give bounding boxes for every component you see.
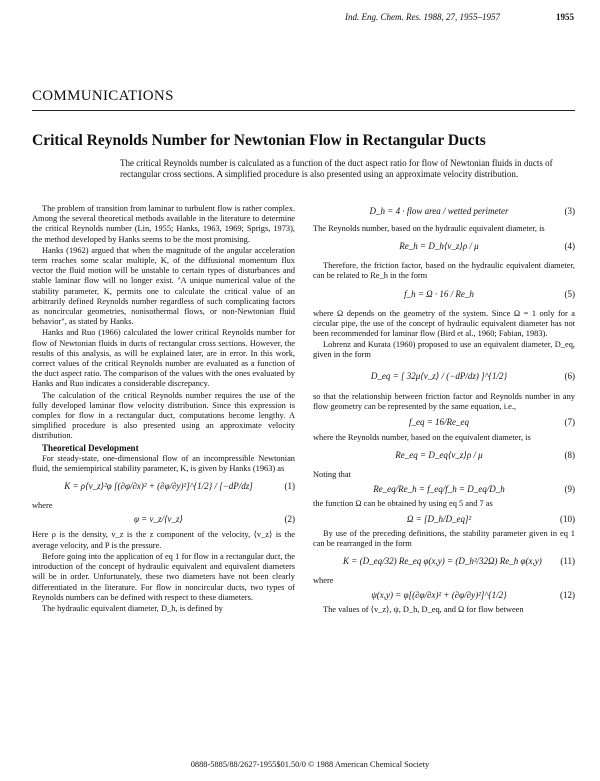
paragraph: The Reynolds number, based on the hydraulic equivalent diameter, is xyxy=(313,224,545,233)
equation xyxy=(313,550,575,576)
section-label: COMMUNICATIONS xyxy=(32,88,174,104)
equation-body: Re_eq/Re_h = f_eq/f_h = D_eq/D_h xyxy=(373,484,505,495)
paragraph: The hydraulic equivalent diameter, D_h, is defined by xyxy=(42,603,223,613)
page-number: 1955 xyxy=(556,12,574,22)
equation xyxy=(32,512,295,530)
journal-citation: Ind. Eng. Chem. Res. 1988, 27, 1955–1957 xyxy=(345,12,500,22)
paragraph: where xyxy=(32,501,53,511)
equation-number: (2) xyxy=(284,514,295,525)
equation-body: φ = v_z/⟨v_z⟩ xyxy=(133,514,184,525)
equation-number: (4) xyxy=(564,241,575,252)
equation-body: f_eq = 16/Re_eq xyxy=(408,417,470,428)
right-column xyxy=(313,204,575,616)
paragraph: so that the relationship between friction factor and Reynolds number in any flow geometry can be represented by the same equation, i.e., xyxy=(313,391,575,411)
equation-number: (6) xyxy=(564,370,575,381)
subheading: Theoretical Development xyxy=(42,442,139,453)
equation-number: (1) xyxy=(284,481,295,492)
equation-number: (3) xyxy=(564,206,575,216)
equation-body: K = ρ⟨v_z⟩²φ [(∂φ/∂x)² + (∂φ/∂y)²]^{1/2} / [−dP/dz] xyxy=(64,481,253,492)
section-divider xyxy=(32,110,575,111)
paragraph: The calculation of the critical Reynolds number requires the use of the fully developed laminar flow velocity distribution. Since this expression is complex for flow in a rectangular duct, computations become lengthy. A simplified procedure is also presented using an approximate velocity distribution. xyxy=(32,390,295,441)
copyright-footer: 0888-5885/88/2627-1955$01.50/0 © 1988 American Chemical Society xyxy=(190,760,430,769)
left-column xyxy=(32,204,295,615)
equation-number: (9) xyxy=(564,484,575,495)
paragraph: Hanks and Ruo (1966) calculated the lower critical Reynolds number for flow of Newtonian fluids in ducts of rectangular cross sections. However, the results of this analysis, as will be explained later, are in error. In this work, correct values of the critical Reynolds number are evaluated as a function of the duct aspect ratio. The comparison of the values with the ones evaluated by Hanks and Ruo indicates a considerable discrepancy. xyxy=(32,328,295,389)
equation-body: Ω = [D_h/D_eq]² xyxy=(406,513,472,524)
equation-body: K = (D_eq/32) Re_eq φ(x,y) = (D_h²/32Ω) Re_h φ(x,y) xyxy=(343,556,542,567)
equation xyxy=(313,511,575,529)
equation xyxy=(313,235,575,261)
equation xyxy=(313,204,575,224)
equation-body: f_h = Ω · 16 / Re_h xyxy=(404,288,474,299)
paragraph: Before going into the application of eq 1 for flow in a rectangular duct, the introduction of the concept of hydraulic equivalent and equivalent diameters will be in order. Unfortunately, these two diameters have not been clearly differentiated in the literature. For flow in noncircular ducts, two types of Reynolds numbers can be defined with respect to these diameters. xyxy=(32,551,295,602)
equation-body: ψ(x,y) = φ[(∂φ/∂x)² + (∂φ/∂y)²]^{1/2} xyxy=(371,590,507,601)
equation-number: (8) xyxy=(564,450,575,461)
paragraph: The values of ⟨v_z⟩, ψ, D_h, D_eq, and Ω for flow between xyxy=(323,605,524,615)
paragraph: the function Ω can be obtained by using eq 5 and 7 as xyxy=(313,499,493,509)
paragraph: where xyxy=(313,576,334,586)
equation-body: D_eq = [ 32μ⟨v_z⟩ / (−dP/dz) ]^{1/2} xyxy=(370,370,508,381)
equation-body: D_h = 4 · flow area / wetted perimeter xyxy=(369,206,509,216)
paragraph: By use of the preceding definitions, the stability parameter given in eq 1 can be rearranged in the form xyxy=(313,528,575,548)
equation xyxy=(313,444,575,470)
paragraph: Hanks (1962) argued that when the magnitude of the angular acceleration term reaches some scalar multiple, K, of the diffusional momentum flux vector the fluid motion will be unstable to certain types of disturbances and stable laminar flow will no longer exist. "A unique numerical value of the stability parameter, K, permits one to calculate the critical value of an arbitrarily defined Reynolds number regardless of such complicating factors as noncircular geometries, nonisothermal flows, or non-Newtonian fluid behavior", as stated by Hanks. xyxy=(32,245,295,327)
paragraph: where Ω depends on the geometry of the system. Since Ω = 1 only for a circular pipe, the use of the concept of hydraulic equivalent diameter has not been recommended for laminar flow (Bird et al., 1960; Fabian, 1983). xyxy=(313,308,575,339)
equation-number: (5) xyxy=(564,288,575,299)
equation-number: (10) xyxy=(560,513,575,524)
equation-body: Re_eq = D_eq⟨v_z⟩ρ / μ xyxy=(395,450,483,461)
equation xyxy=(313,481,575,499)
paragraph: Here ρ is the density, v_z is the z component of the velocity, ⟨v_z⟩ is the average velocity, and P is the pressure. xyxy=(32,530,295,550)
equation-number: (7) xyxy=(564,417,575,428)
equation xyxy=(313,413,575,433)
paragraph: Noting that xyxy=(313,470,351,480)
equation xyxy=(313,362,575,392)
equation xyxy=(313,283,575,309)
paragraph: The problem of transition from laminar to turbulent flow is rather complex. Among the several theoretical methods available in the literature to determine the critical Reynolds number (Lin, 1955; Hanks, 1963, 1969; Sprigs, 1973), the method developed by Hanks seems to be the most promising. xyxy=(32,204,295,244)
paragraph: Therefore, the friction factor, based on the hydraulic equivalent diameter, can be related to Re_h in the form xyxy=(313,261,575,281)
paragraph: Lohrenz and Kurata (1960) proposed to use an equivalent diameter, D_eq, given in the form xyxy=(313,340,575,360)
equation-number: (11) xyxy=(560,556,575,567)
equation-number: (12) xyxy=(560,590,575,601)
article-title: Critical Reynolds Number for Newtonian Flow in Rectangular Ducts xyxy=(32,132,486,149)
equation xyxy=(313,587,575,605)
paragraph: For steady-state, one-dimensional flow of an incompressible Newtonian fluid, the semiempirical stability parameter, K, is given by Hanks (1963) as xyxy=(32,453,295,474)
paragraph: where the Reynolds number, based on the equivalent diameter, is xyxy=(313,433,531,443)
equation xyxy=(32,475,295,501)
article-abstract: The critical Reynolds number is calculated as a function of the duct aspect ratio for flow of Newtonian fluids in ducts of rectangular cross sections. A simplified procedure is also presented using an approximate velocity distribution. xyxy=(120,158,553,179)
equation-body: Re_h = D_h⟨v_z⟩ρ / μ xyxy=(399,241,479,252)
